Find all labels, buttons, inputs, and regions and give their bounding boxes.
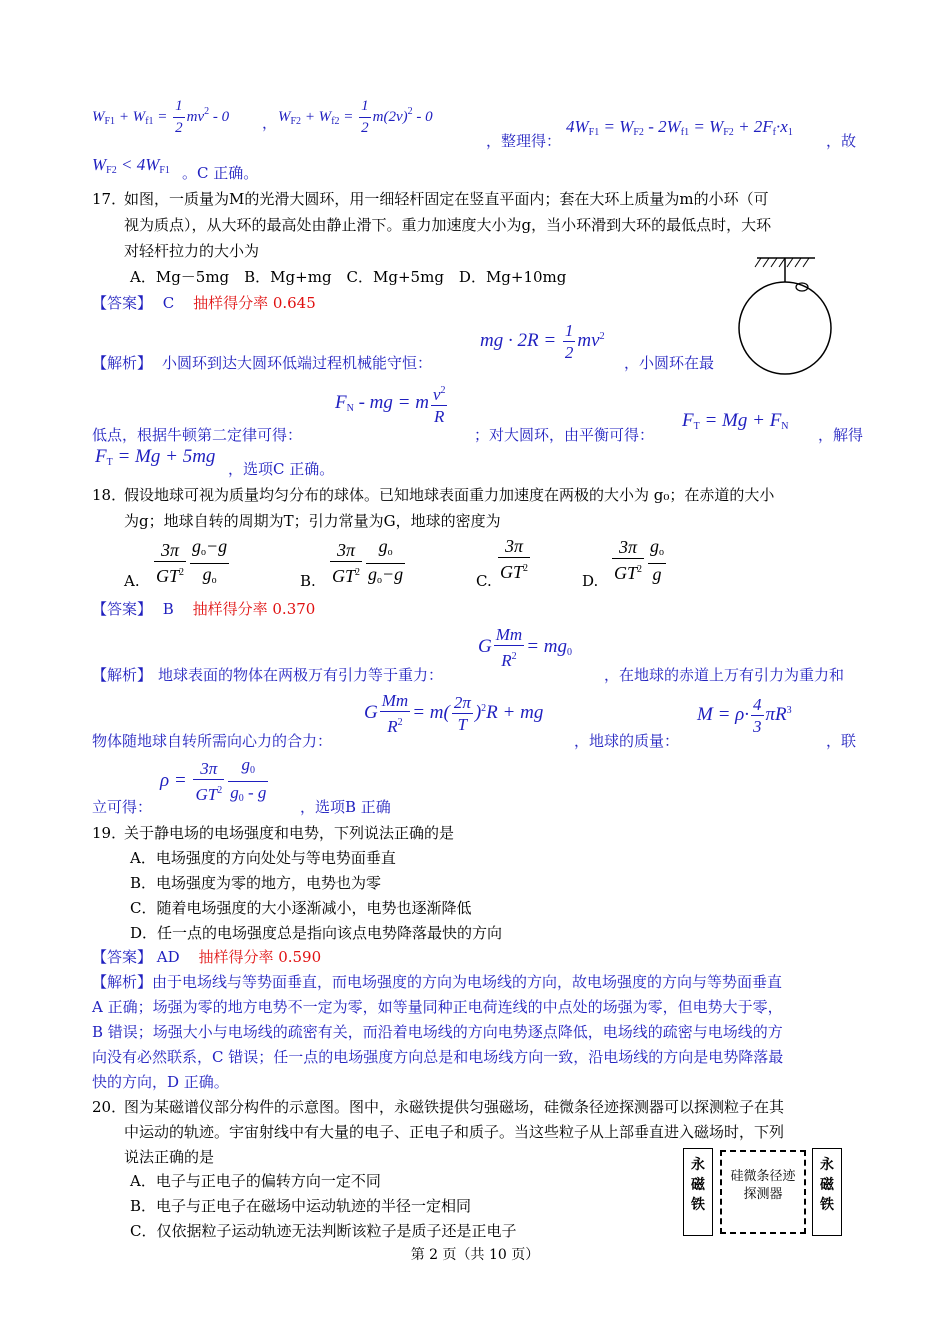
- q17-eq-energy: mg · 2R = $\frac{1}{2}$ $mv^2$: [480, 321, 605, 362]
- q20-stem-line3: 说法正确的是: [124, 1148, 215, 1166]
- q17-eq-result: $F_T = Mg + 5mg$: [95, 446, 216, 468]
- q17-eq-balance: $F_T = Mg + F_N$: [682, 410, 789, 432]
- q20-stem-line2: 中运动的轨迹。宇宙射线中有大量的电子、正电子和质子。当这些粒子从上部垂直进入磁场时，下列: [124, 1123, 785, 1141]
- q18-analysis-line2: 物体随地球自转所需向心力的合力：: [92, 732, 333, 750]
- hatch: [763, 258, 769, 267]
- q17-analysis-line3: ，选项C 正确。: [228, 460, 335, 478]
- hatch: [803, 258, 809, 267]
- q18-analysis-label: 【解析】: [92, 666, 153, 684]
- q18-eq-density: ρ = $\frac{3\pi}{GT^2}$ $\frac{g_0}{g_0 - g}$: [160, 755, 267, 804]
- q18-option-d-label: D.: [582, 572, 599, 590]
- magnet-left: [683, 1148, 713, 1236]
- q17-stem-line1: 如图，一质量为M的光滑大圆环，用一细轻杆固定在竖直平面内；套在大环上质量为m的小环（可: [124, 190, 769, 208]
- q18-option-b-label: B.: [300, 572, 316, 590]
- hatch: [779, 258, 785, 267]
- q18-option-b: $\frac{3\pi}{GT^2}$ $\frac{g_o}{g_o-g}$: [332, 536, 404, 586]
- q19-analysis-line5: 快的方向，D 正确。: [92, 1073, 229, 1091]
- q19-analysis-line2: A 正确；场强为零的地方电势不一定为零，如等量同种正电荷连线的中点处的场强为零，但电势大于零，: [92, 998, 783, 1016]
- q18-stem-line1: 假设地球可视为质量均匀分布的球体。已知地球表面重力加速度在两极的大小为 g₀；在赤道的大小: [124, 486, 775, 504]
- q19-analysis-line4: 向没有必然联系，C 错误；任一点的电场强度方向总是和电场线方向一致，沿电场线的方向是电势降落最: [92, 1048, 784, 1066]
- q17-stem-line3: 对轻杆拉力的大小为: [124, 242, 260, 260]
- q18-option-a: $\frac{3\pi}{GT^2}$ $\frac{g_o-g}{g_o}$: [156, 536, 228, 586]
- hatch: [787, 258, 793, 267]
- q18-analysis-line3b: ，选项B 正确: [300, 798, 391, 816]
- q19-answer-label: 【答案】: [92, 948, 153, 966]
- q19-analysis-line3: B 错误；场强大小与电场线的疏密有关，而沿着电场线的方向电势逐点降低，电场线的疏密与电场线的方: [92, 1023, 783, 1041]
- ring-figure: [735, 248, 835, 378]
- q20-stem-line1: 图为某磁谱仪部分构件的示意图。图中，永磁铁提供匀强磁场，硅微条径迹探测器可以探测粒子在其: [124, 1098, 785, 1116]
- q16-end: ，故: [826, 132, 857, 150]
- q17-stem-line2: 视为质点），从大环的最高处由静止滑下。重力加速度大小为g，当小环滑到大环的最低点时，大环: [124, 216, 772, 234]
- magnet-right: [812, 1148, 842, 1236]
- q18-analysis-line2c: ，联: [826, 732, 857, 750]
- q17-options: A．Mg－5mg B．Mg+mg C．Mg+5mg D．Mg+10mg: [130, 268, 567, 286]
- q17-answer: C: [162, 294, 175, 312]
- q18-eq-mass: M = ρ· $\frac{4}{3}$ $\pi R^3$: [697, 695, 792, 736]
- q17-analysis-line1b: ，小圆环在最: [624, 354, 715, 372]
- detector-label: 硅微条径迹探测器: [730, 1169, 796, 1202]
- q18-score: 抽样得分率 0.370: [192, 600, 316, 618]
- q18-analysis-line1b: ，在地球的赤道上万有引力为重力和: [604, 666, 845, 684]
- q16-mid: ，整理得：: [486, 132, 562, 150]
- q19-number: 19．: [92, 824, 127, 842]
- q18-number: 18．: [92, 486, 127, 504]
- q19-option-d: D．任一点的电场强度总是指向该点电势降落最快的方向: [130, 924, 503, 942]
- q17-analysis-label: 【解析】: [92, 354, 153, 372]
- q18-analysis-line2b: ，地球的质量：: [574, 732, 680, 750]
- magnet-left-label: 永磁铁: [691, 1157, 705, 1213]
- hatch: [771, 258, 777, 267]
- q17-analysis-line1: 小圆环到达大圆环低端过程机械能守恒：: [162, 354, 433, 372]
- q18-answer-label: 【答案】: [92, 600, 153, 618]
- hatch: [755, 258, 761, 267]
- q18-analysis-line1: 地球表面的物体在两极万有引力等于重力：: [158, 666, 444, 684]
- q17-analysis-line2: 低点，根据牛顿第二定律可得：: [92, 426, 303, 444]
- hatch: [795, 258, 801, 267]
- q18-stem-line2: 为g；地球自转的周期为T；引力常量为G，地球的密度为: [124, 512, 501, 530]
- q18-option-a-label: A.: [124, 572, 140, 590]
- q17-eq-newton: $F_N$ - mg = m $\frac{v^2}{R}$: [335, 380, 449, 427]
- q18-option-d: $\frac{3\pi}{GT^2}$ $\frac{g_o}{g}$: [614, 536, 665, 584]
- q20-option-a: A．电子与正电子的偏转方向一定不同: [130, 1172, 381, 1190]
- q18-eq-equator: G $\frac{Mm}{R^2}$ = m( $\frac{2\pi}{T}$ )$^2$R + mg: [364, 691, 544, 736]
- q19-stem: 关于静电场的电场强度和电势，下列说法正确的是: [124, 824, 455, 842]
- q20-number: 20．: [92, 1098, 127, 1116]
- q20-option-b: B．电子与正电子在磁场中运动轨迹的半径一定相同: [130, 1197, 472, 1215]
- q17-analysis-line2b: ；对大圆环，由平衡可得：: [474, 426, 655, 444]
- q17-number: 17．: [92, 190, 127, 208]
- magnet-right-label: 永磁铁: [820, 1157, 834, 1213]
- q16-eq4: $W_{F2} < 4W_{F1}$: [92, 155, 170, 176]
- q16-eq2: $W_{F2} + W_{f2}$ = $\frac{1}{2}$ $m(2v)^2 - 0$: [278, 98, 433, 136]
- big-ring: [739, 282, 831, 374]
- q16-eq3: $4W_{F1} = W_{F2} - 2W_{f1} = W_{F2} + 2F_f\cdot x_1$: [566, 117, 793, 138]
- q18-analysis-line3: 立可得：: [92, 798, 153, 816]
- q18-eq-pole: G $\frac{Mm}{R^2}$ = $mg_0$: [478, 625, 572, 670]
- q19-option-c: C．随着电场强度的大小逐渐减小，电势也逐渐降低: [130, 899, 472, 917]
- q17-score: 抽样得分率 0.645: [193, 294, 316, 312]
- q19-analysis-line1: 由于电场线与等势面垂直，而电场强度的方向为电场线的方向，故电场强度的方向与等势面垂直: [152, 973, 783, 991]
- q18-option-c: $\frac{3\pi}{GT^2}$: [500, 536, 529, 582]
- q18-option-c-label: C.: [476, 572, 492, 590]
- q19-answer: AD: [156, 948, 180, 966]
- q18-answer: B: [162, 600, 174, 618]
- q16-conclusion: 。C 正确。: [182, 164, 259, 182]
- q19-option-b: B．电场强度为零的地方，电势也为零: [130, 874, 382, 892]
- q19-score: 抽样得分率 0.590: [198, 948, 322, 966]
- q20-option-c: C．仅依据粒子运动轨迹无法判断该粒子是质子还是正电子: [130, 1222, 517, 1240]
- q19-analysis-label: 【解析】: [92, 973, 153, 991]
- silicon-detector: [720, 1150, 806, 1234]
- q17-analysis-line2c: ，解得: [818, 426, 864, 444]
- q19-option-a: A．电场强度的方向处处与等电势面垂直: [130, 849, 396, 867]
- page-footer: 第 2 页（共 10 页）: [410, 1247, 540, 1263]
- q16-eq1: $W_{F1} + W_{f1}$ = $\frac{1}{2}$ $mv^2 - 0$: [92, 98, 230, 136]
- q17-answer-label: 【答案】: [92, 294, 153, 312]
